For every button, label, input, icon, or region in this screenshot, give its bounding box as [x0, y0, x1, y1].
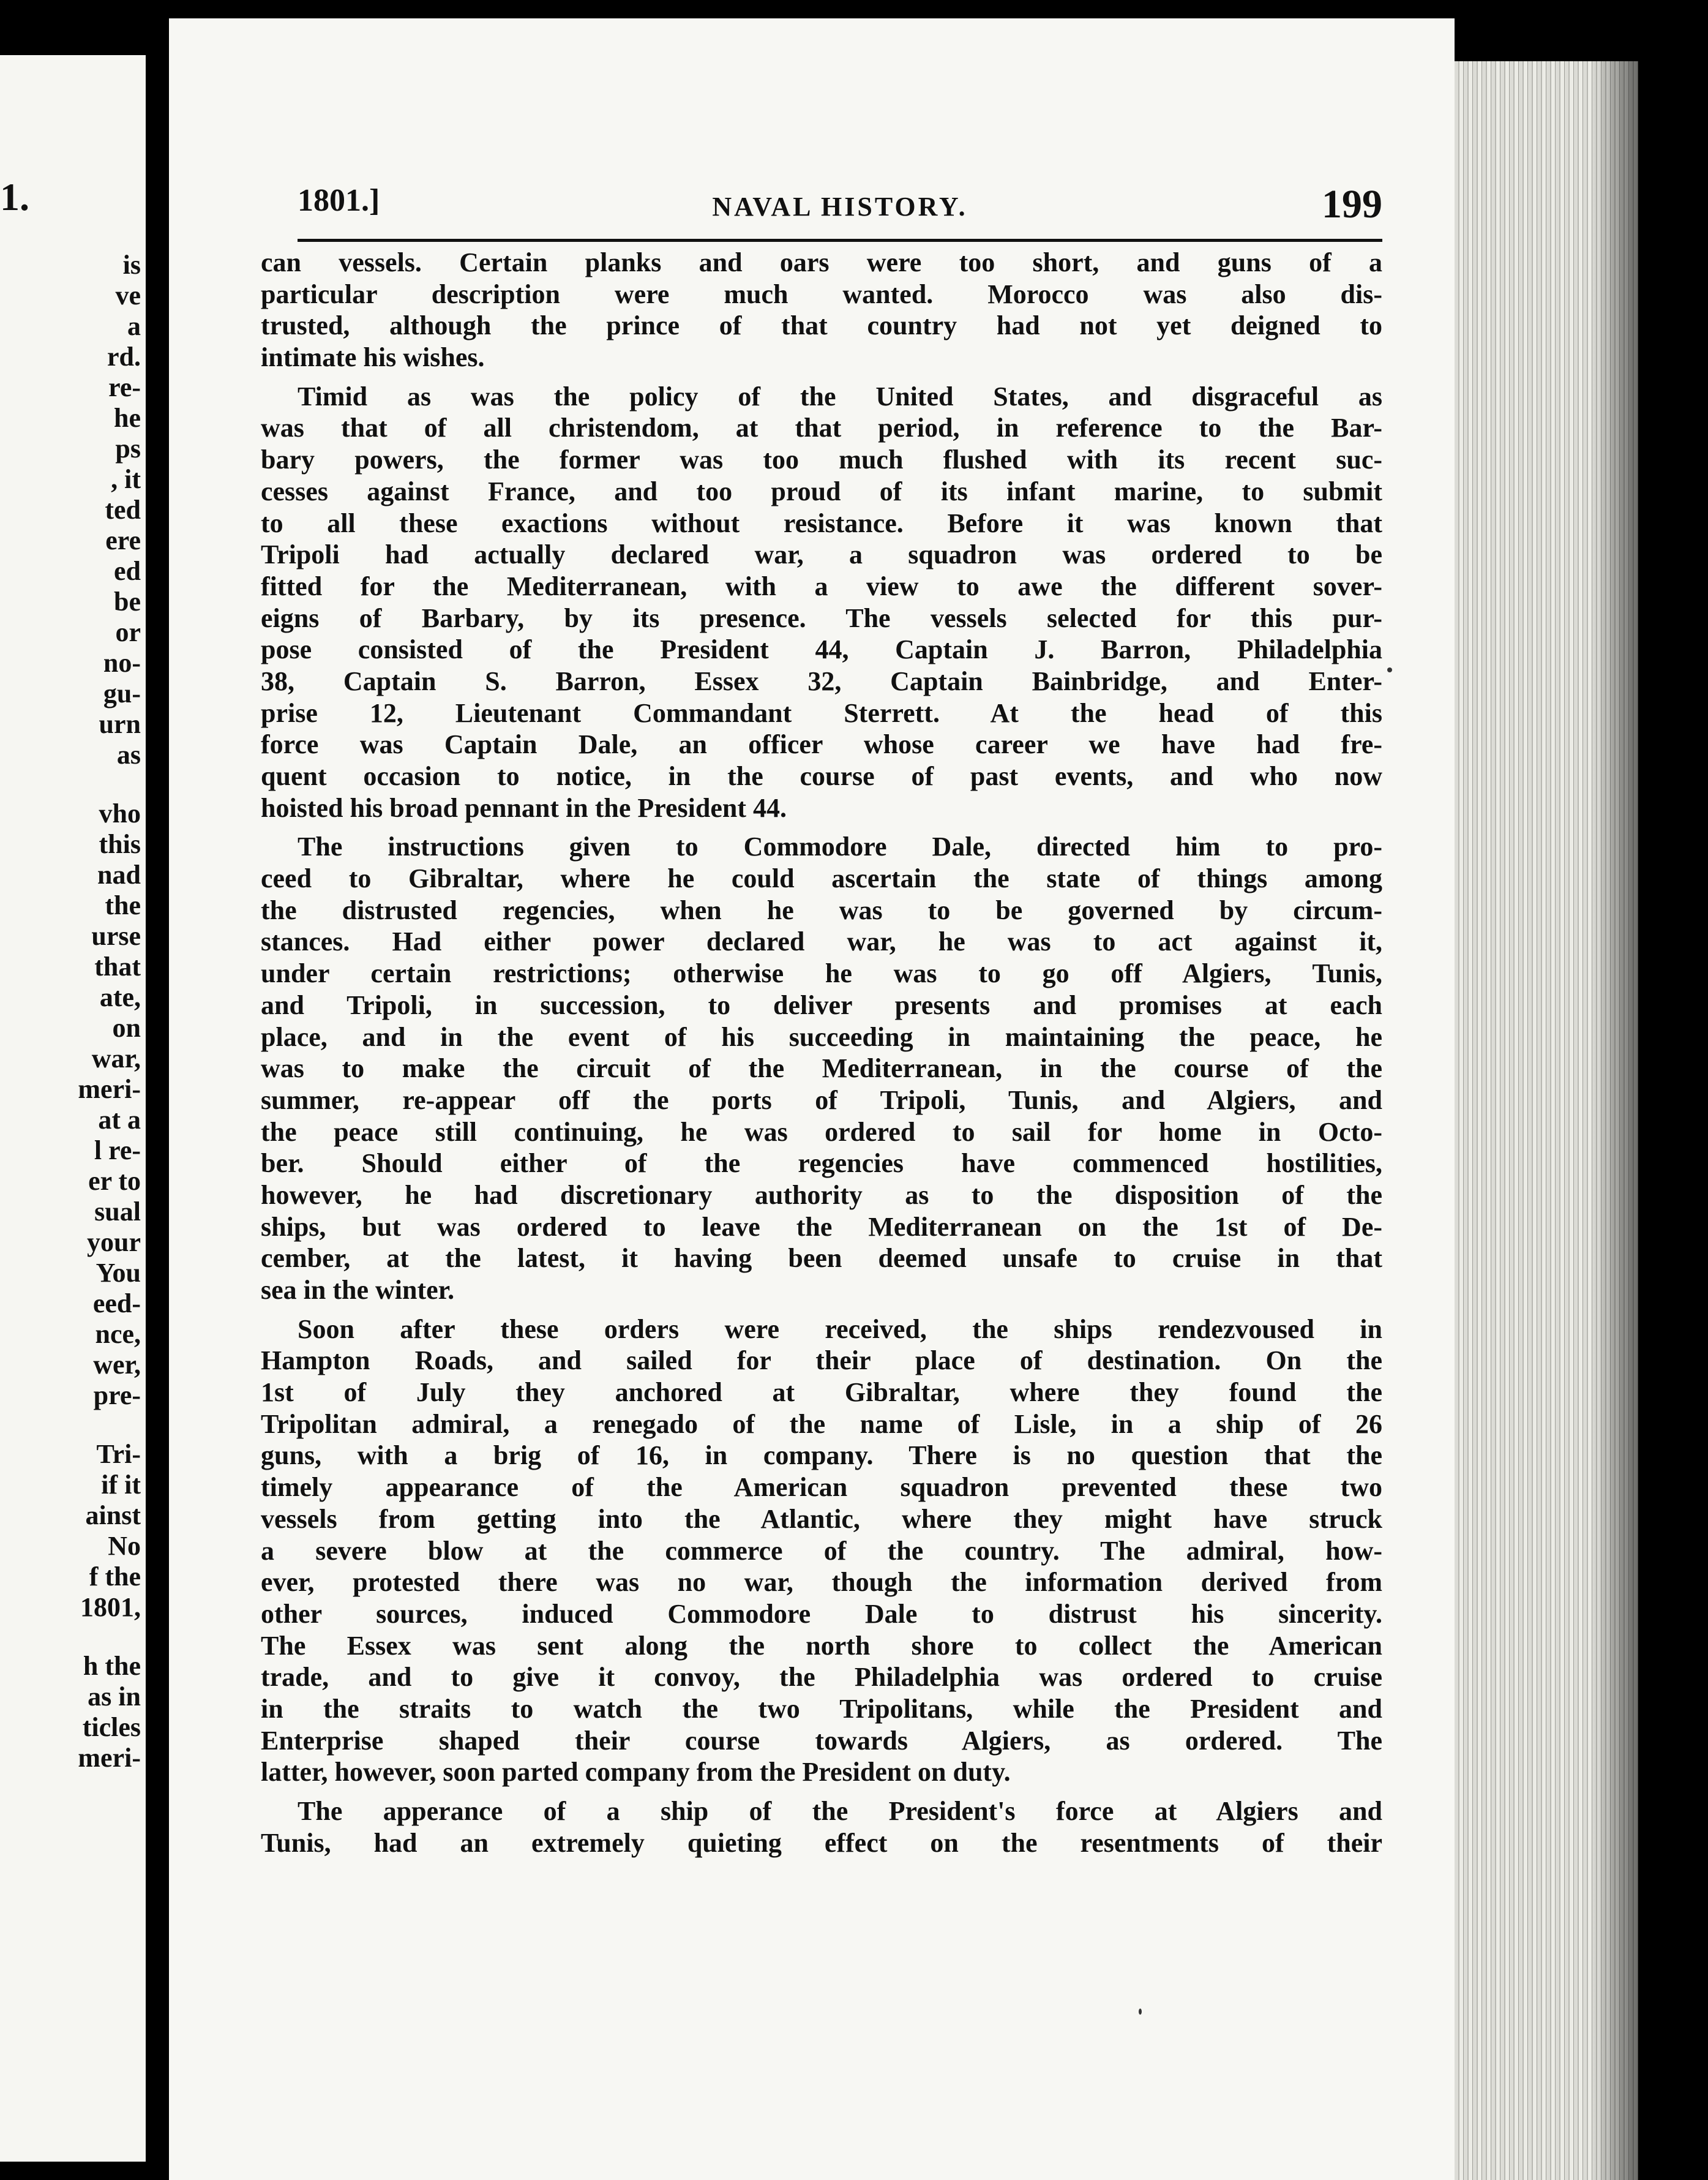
text-line: vessels from getting into the Atlantic, where they might have struck [261, 1503, 1382, 1534]
text-line: ships, but was ordered to leave the Mediterranean on the 1st of De- [261, 1211, 1382, 1242]
previous-page-line-fragment: is [122, 250, 141, 280]
text-line: The Essex was sent along the north shore to collect the American [261, 1630, 1382, 1661]
previous-page-paragraph-gap [78, 1623, 141, 1651]
text-line: in the straits to watch the two Tripolitans, while the President and [261, 1693, 1382, 1724]
previous-page-line-fragment: no- [103, 648, 141, 678]
previous-page-line-fragment: re- [108, 372, 141, 402]
previous-page-line-fragment: ticles [82, 1712, 141, 1742]
text-line: particular description were much wanted. Morocco was also dis- [261, 279, 1382, 309]
book-gutter [146, 0, 169, 2180]
book-page [169, 18, 1455, 2180]
text-line: a severe blow at the commerce of the country. The admiral, how- [261, 1535, 1382, 1566]
running-head [298, 165, 1382, 239]
previous-page-line-fragment: er to [88, 1166, 141, 1196]
previous-page-line-fragment: eed- [92, 1288, 141, 1318]
previous-page-line-fragment: sual [94, 1197, 141, 1227]
previous-page-line-fragment: as in [88, 1682, 141, 1712]
previous-page-line-fragment: ted [105, 495, 141, 525]
previous-page-line-fragment: a [127, 311, 141, 341]
previous-page-line-fragment: No [108, 1531, 141, 1561]
fore-edge-shadow [1592, 61, 1638, 2180]
text-line: to all these exactions without resistance. Before it was known that [261, 508, 1382, 538]
paragraph [261, 1795, 1382, 1859]
text-line: Soon after these orders were received, the ships rendezvoused in [298, 1314, 1382, 1344]
previous-page-line-fragment: your [87, 1227, 141, 1257]
text-line: 38, Captain S. Barron, Essex 32, Captain Bainbridge, and Enter- [261, 666, 1382, 696]
body-text [261, 247, 1382, 1859]
previous-page-line-fragment: ed [114, 556, 141, 586]
text-line: the distrusted regencies, when he was to be governed by circum- [261, 895, 1382, 925]
text-line: timely appearance of the American squadron prevented these two [261, 1472, 1382, 1503]
previous-page-line-fragment: rd. [107, 342, 141, 372]
text-line: prise 12, Lieutenant Commandant Sterrett. At the head of this [261, 697, 1382, 728]
paragraph-gap [261, 824, 1382, 831]
text-line: sea in the winter. [261, 1275, 455, 1305]
text-line: under certain restrictions; otherwise he was to go off Algiers, Tunis, [261, 958, 1382, 989]
text-line: and Tripoli, in succession, to deliver presents and promises at each [261, 990, 1382, 1020]
previous-page-line-fragment: vho [99, 799, 141, 829]
previous-page-line-fragment: meri- [78, 1743, 141, 1773]
text-line: cesses against France, and too proud of its infant marine, to submit [261, 476, 1382, 506]
paragraph [261, 247, 1382, 374]
previous-page-paragraph-gap [78, 1411, 141, 1439]
text-line: however, he had discretionary authority as to the disposition of the [261, 1179, 1382, 1210]
text-line: Tripolitan admiral, a renegado of the name of Lisle, in a ship of 26 [261, 1408, 1382, 1439]
previous-page-line-fragment: ate, [99, 982, 141, 1012]
text-line: quent occasion to notice, in the course of past events, and who now [261, 761, 1382, 791]
text-line: bary powers, the former was too much flushed with its recent suc- [261, 445, 1382, 475]
previous-page-line-fragment: ainst [85, 1500, 141, 1530]
previous-page-line-fragment: war, [91, 1043, 141, 1073]
text-line: the peace still continuing, he was ordered to sail for home in Octo- [261, 1116, 1382, 1147]
previous-page-line-fragment: gu- [103, 678, 141, 709]
running-head-rule [298, 239, 1382, 242]
previous-page-line-fragment: the [105, 890, 141, 920]
page-number: 199 [1322, 182, 1382, 227]
running-head-title: NAVAL HISTORY. [712, 192, 968, 222]
text-line: The apperance of a ship of the President's force at Algiers and [298, 1796, 1382, 1826]
text-line: Tunis, had an extremely quieting effect on the resentments of their [261, 1827, 1382, 1858]
text-line: Tripoli had actually declared war, a squadron was ordered to be [261, 539, 1382, 570]
text-line: trade, and to give it convoy, the Philadelphia was ordered to cruise [261, 1662, 1382, 1693]
text-line: hoisted his broad pennant in the President 44. [261, 792, 787, 823]
previous-page-line-fragment: if it [101, 1470, 141, 1500]
text-line: latter, however, soon parted company from the President on duty. [261, 1757, 1011, 1787]
paragraph-gap [261, 374, 1382, 381]
text-line: Timid as was the policy of the United States, and disgraceful as [298, 381, 1382, 412]
text-line: intimate his wishes. [261, 342, 485, 373]
text-line: pose consisted of the President 44, Captain J. Barron, Philadelphia [261, 634, 1382, 665]
previous-page-line-fragment: 1801, [80, 1592, 141, 1622]
text-line: place, and in the event of his succeeding in maintaining the peace, he [261, 1021, 1382, 1052]
previous-page-line-fragment: he [114, 403, 141, 433]
previous-page-line-fragment: You [96, 1258, 141, 1288]
previous-page-line-fragment: this [99, 829, 141, 859]
previous-page-line-fragment: nce, [95, 1319, 141, 1349]
paragraph-gap [261, 1306, 1382, 1314]
text-line: trusted, although the prince of that country had not yet deigned to [261, 310, 1382, 341]
text-line: eigns of Barbary, by its presence. The vessels selected for this pur- [261, 603, 1382, 633]
previous-page-line-fragment: or [115, 617, 141, 647]
previous-page-line-fragment: Tri- [96, 1439, 141, 1469]
previous-page-line-fragment: l re- [94, 1135, 141, 1165]
paragraph-gap [261, 1788, 1382, 1795]
text-line: ber. Should either of the regencies have commenced hostilities, [261, 1148, 1382, 1179]
text-line: summer, re-appear off the ports of Tripoli, Tunis, and Algiers, and [261, 1084, 1382, 1115]
previous-page-line-fragment: h the [83, 1651, 141, 1681]
text-line: 1st of July they anchored at Gibraltar, where they found the [261, 1377, 1382, 1408]
text-line: guns, with a brig of 16, in company. There is no question that the [261, 1440, 1382, 1471]
text-line: can vessels. Certain planks and oars were too short, and guns of a [261, 247, 1382, 277]
text-line: cember, at the latest, it having been deemed unsafe to cruise in that [261, 1243, 1382, 1274]
paragraph [261, 831, 1382, 1306]
text-line: ever, protested there was no war, though the information derived from [261, 1567, 1382, 1598]
previous-page-line-fragment: be [114, 587, 141, 617]
previous-page-folio-fragment: 1. [0, 175, 29, 219]
previous-page-line-fragment: ps [115, 434, 141, 464]
previous-page-line-fragment: that [94, 952, 141, 982]
running-head-year: 1801.] [298, 183, 380, 218]
previous-page-line-fragment: , it [111, 464, 141, 494]
previous-page-paragraph-gap [78, 770, 141, 799]
text-line: Hampton Roads, and sailed for their place of destination. On the [261, 1345, 1382, 1376]
previous-page-line-fragment: urn [99, 709, 141, 739]
previous-page-line-fragment: f the [89, 1562, 141, 1592]
previous-page-line-fragment: ve [115, 280, 141, 310]
text-line: stances. Had either power declared war, he was to act against it, [261, 927, 1382, 957]
text-line: other sources, induced Commodore Dale to distrust his sincerity. [261, 1598, 1382, 1629]
previous-page-line-fragment: on [112, 1013, 141, 1043]
previous-page-line-fragment: nad [97, 860, 141, 890]
text-line: fitted for the Mediterranean, with a view to awe the different sover- [261, 571, 1382, 601]
print-speck [1387, 667, 1392, 672]
print-speck [1139, 2009, 1142, 2015]
text-line: was that of all christendom, at that period, in reference to the Bar- [261, 413, 1382, 443]
previous-page-line-fragment: wer, [93, 1350, 141, 1380]
previous-page-line-fragment: as [116, 740, 141, 770]
paragraph [261, 381, 1382, 824]
text-line: The instructions given to Commodore Dale, directed him to pro- [298, 832, 1382, 862]
text-line: force was Captain Dale, an officer whose career we have had fre- [261, 729, 1382, 760]
previous-page-line-fragment: meri- [78, 1074, 141, 1104]
previous-page-fragment [0, 55, 146, 2162]
text-line: ceed to Gibraltar, where he could ascertain the state of things among [261, 863, 1382, 894]
previous-page-line-fragment: at a [98, 1105, 141, 1135]
text-line: Enterprise shaped their course towards Algiers, as ordered. The [261, 1725, 1382, 1756]
previous-page-line-fragment: ere [105, 525, 141, 555]
text-line: was to make the circuit of the Mediterranean, in the course of the [261, 1053, 1382, 1084]
paragraph [261, 1314, 1382, 1788]
previous-page-line-fragment: urse [91, 921, 141, 951]
previous-page-line-fragments [78, 250, 141, 1773]
previous-page-line-fragment: pre- [93, 1380, 141, 1410]
